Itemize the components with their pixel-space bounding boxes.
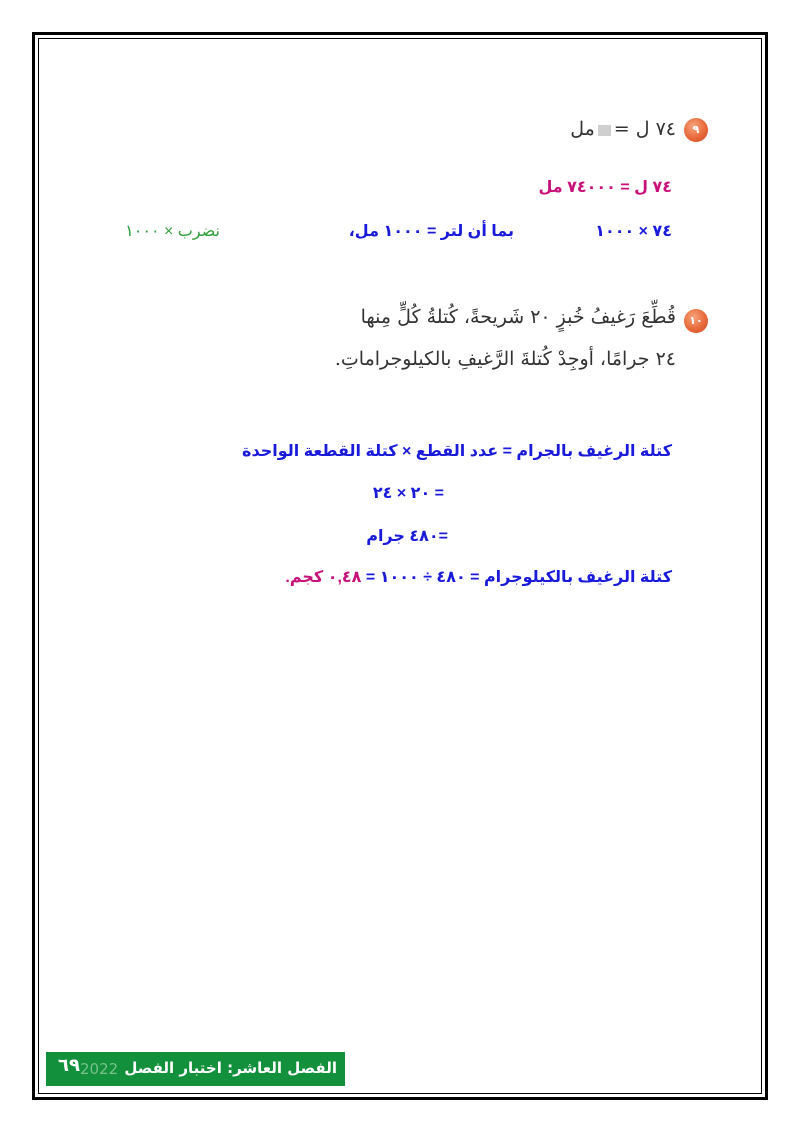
footer-year: 2022: [80, 1060, 119, 1078]
question-9-left: ٧٤ ل =: [613, 118, 676, 140]
answer-10-step3: =٤٨٠ جرام: [366, 528, 448, 545]
answer-10-step4-main: كتلة الرغيف بالكيلوجرام = ٤٨٠ ÷ ١٠٠٠ =: [365, 569, 672, 586]
question-9-badge: ٩: [684, 118, 708, 142]
blank-box: [598, 125, 611, 136]
answer-9-line1: [538, 177, 672, 197]
question-10-line2: ٢٤ جرامًا، أوجِدْ كُتلةَ الرَّغيفِ بالكيلوجراماتِ.: [334, 348, 676, 370]
answer-9-mult: ٧٤ × ١٠٠٠: [595, 223, 672, 240]
answer-9-reason: بما أن لتر = ١٠٠٠ مل،: [348, 223, 514, 240]
answer-9-hint: نضرب × ١٠٠٠: [125, 223, 220, 240]
answer-10-step2: = ٢٠ × ٢٤: [372, 485, 444, 502]
answer-10-step1: كتلة الرغيف بالجرام = عدد القطع × كتلة القطعة الواحدة: [242, 443, 672, 460]
question-9-text: [570, 118, 676, 140]
answer-9-line1-text: ٧٤ ل = ٧٤٠٠٠ مل: [538, 179, 672, 196]
question-10-line1: قُطِّعَ رَغيفُ خُبزٍ ٢٠ شَريحةً، كُتلةُ كُلٍّ مِنها: [360, 306, 676, 328]
question-9-unit: مل: [570, 118, 595, 140]
footer-page-number: ٦٩: [58, 1055, 80, 1076]
answer-10-step4-result: ٠,٤٨ كجم.: [285, 569, 362, 586]
question-10-badge: ١٠: [684, 309, 708, 333]
footer-banner: [46, 1052, 345, 1086]
footer-chapter-label: الفصل العاشر: اختبار الفصل: [124, 1059, 337, 1077]
answer-10-step4: [285, 567, 672, 587]
